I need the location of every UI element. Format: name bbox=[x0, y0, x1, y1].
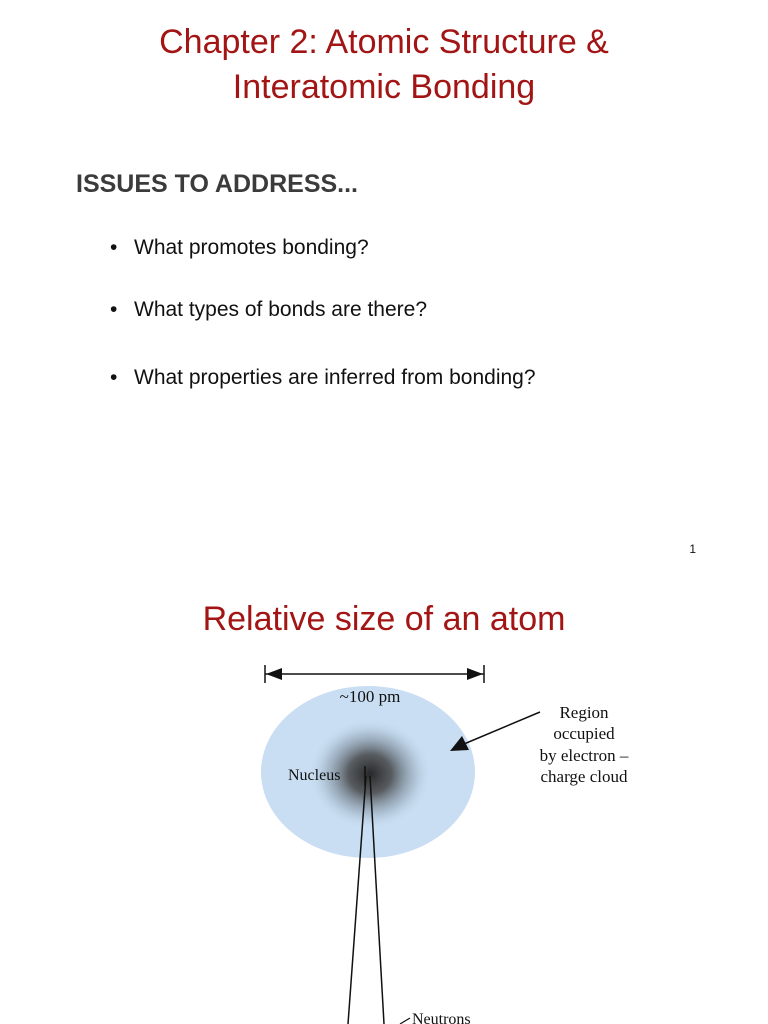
atom-diagram bbox=[0, 576, 768, 1024]
neutrons-pointer bbox=[400, 1018, 410, 1024]
issue-item-1: • What promotes bonding? bbox=[110, 234, 536, 262]
neutrons-label: Neutrons bbox=[412, 1011, 471, 1024]
width-label: ~100 pm bbox=[339, 687, 401, 706]
issue-item-3: • What properties are inferred from bonding? bbox=[110, 364, 536, 392]
issue-item-2: • What types of bonds are there? bbox=[110, 296, 536, 324]
region-label-line-4: charge cloud bbox=[540, 767, 628, 786]
page-number: 1 bbox=[689, 542, 696, 556]
issues-heading: ISSUES TO ADDRESS... bbox=[76, 170, 359, 198]
slide-title: Relative size of an atom bbox=[202, 600, 566, 638]
region-label-line-2: occupied bbox=[553, 724, 615, 743]
slide-2 bbox=[0, 576, 768, 1024]
chapter-title-line-1: Chapter 2: Atomic Structure & bbox=[159, 23, 609, 61]
region-label-line-3: by electron – bbox=[539, 746, 629, 765]
chapter-title bbox=[0, 20, 768, 110]
region-label-line-1: Region bbox=[559, 703, 609, 722]
chapter-title-line-2: Interatomic Bonding bbox=[232, 68, 536, 106]
width-dimension bbox=[265, 665, 484, 683]
region-arrow bbox=[450, 712, 540, 751]
nucleus-label: Nucleus bbox=[288, 767, 341, 784]
issues-list bbox=[110, 234, 536, 392]
